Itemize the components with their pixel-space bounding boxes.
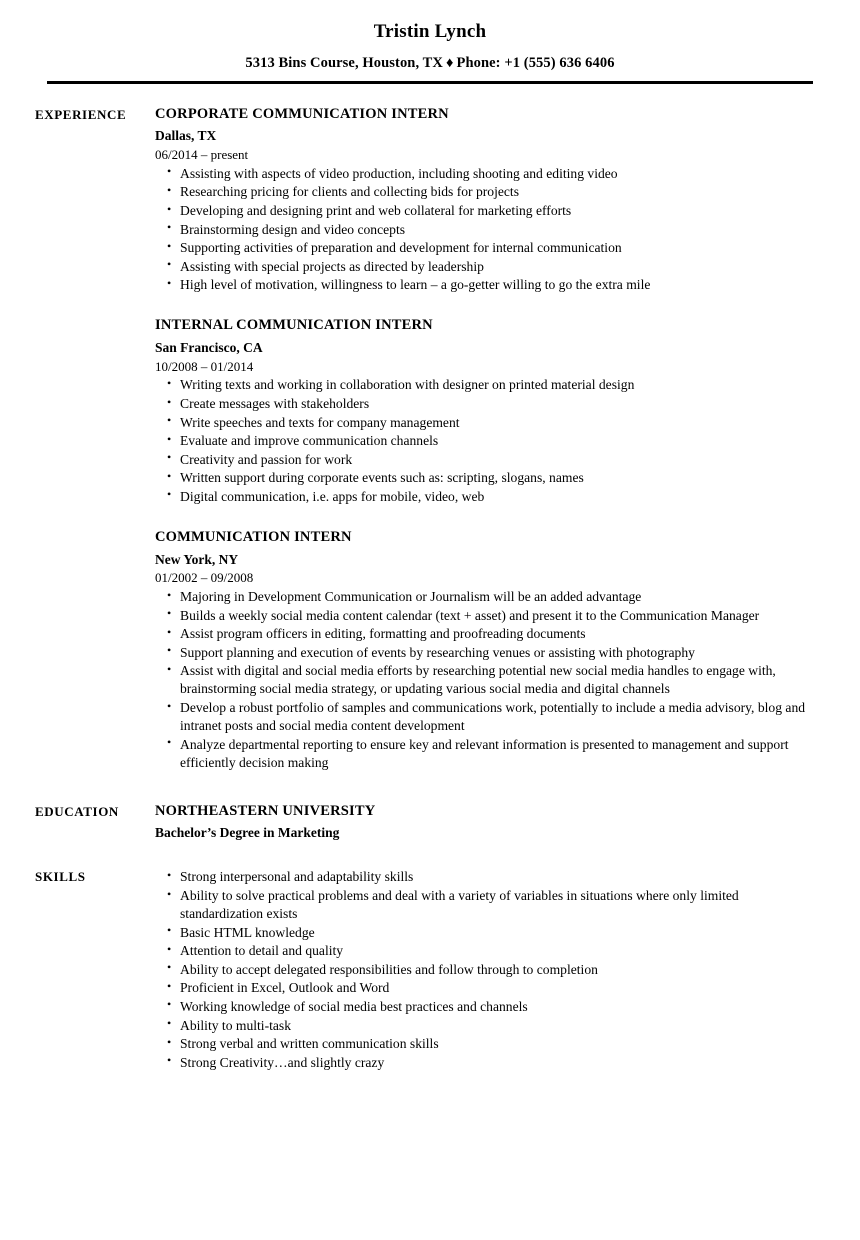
job-title: COMMUNICATION INTERN [155, 529, 352, 546]
experience-section [0, 105, 860, 772]
list-item: • Ability to multi-task [155, 1017, 810, 1035]
list-item: • Write speeches and texts for company management [155, 414, 810, 432]
section-label-skills: SKILLS [35, 869, 86, 885]
list-item: • Researching pricing for clients and collecting bids for projects [155, 183, 810, 201]
skills-list [155, 868, 810, 1071]
list-item: • Creativity and passion for work [155, 451, 810, 469]
contact-address: 5313 Bins Course, Houston, TX [245, 54, 444, 71]
list-item: • Digital communication, i.e. apps for mobile, video, web [155, 488, 810, 506]
job-responsibility-list [155, 588, 810, 772]
list-item: • Assist program officers in editing, formatting and proofreading documents [155, 625, 810, 643]
job-location: New York, NY [155, 551, 239, 567]
list-item: • Assisting with special projects as directed by leadership [155, 258, 810, 276]
job-entry [155, 105, 810, 295]
candidate-name: Tristin Lynch [373, 21, 487, 42]
job-location: Dallas, TX [155, 128, 217, 144]
education-section [0, 802, 860, 842]
list-item: • Strong Creativity…and slightly crazy [155, 1054, 810, 1072]
list-item: • Strong verbal and written communication skills [155, 1035, 810, 1053]
job-title: CORPORATE COMMUNICATION INTERN [155, 105, 449, 122]
header-divider [47, 81, 813, 84]
diamond-separator-icon: ♦ [446, 54, 454, 71]
job-location: San Francisco, CA [155, 340, 263, 356]
list-item: • Written support during corporate events such as: scripting, slogans, names [155, 469, 810, 487]
list-item: • Brainstorming design and video concepts [155, 221, 810, 239]
list-item: • Working knowledge of social media best practices and channels [155, 998, 810, 1016]
contact-line [0, 55, 860, 72]
list-item: • Support planning and execution of events by researching venues or assisting with photography [155, 644, 810, 662]
experience-body [155, 105, 810, 772]
job-entry [155, 316, 810, 506]
job-entry [155, 528, 810, 772]
list-item: • Analyze departmental reporting to ensure key and relevant information is presented to management and support efficiently decision making [155, 736, 810, 772]
list-item: • Ability to accept delegated responsibilities and follow through to completion [155, 961, 810, 979]
skills-body [155, 868, 810, 1072]
education-school: NORTHEASTERN UNIVERSITY [155, 803, 376, 820]
list-item: • High level of motivation, willingness to learn – a go-getter willing to go the extra mile [155, 276, 810, 294]
job-responsibility-list [155, 376, 810, 506]
list-item: • Strong interpersonal and adaptability skills [155, 868, 810, 886]
list-item: • Evaluate and improve communication channels [155, 432, 810, 450]
contact-phone: Phone: +1 (555) 636 6406 [456, 54, 615, 71]
list-item: • Developing and designing print and web collateral for marketing efforts [155, 202, 810, 220]
list-item: • Attention to detail and quality [155, 942, 810, 960]
education-body [155, 802, 810, 842]
list-item: • Proficient in Excel, Outlook and Word [155, 979, 810, 997]
list-item: • Develop a robust portfolio of samples and communications work, potentially to include a media advisory, blog and intranet posts and social media content development [155, 699, 810, 735]
job-title: INTERNAL COMMUNICATION INTERN [155, 317, 433, 334]
list-item: • Basic HTML knowledge [155, 924, 810, 942]
list-item: • Writing texts and working in collaboration with designer on printed material design [155, 376, 810, 394]
list-item: • Majoring in Development Communication or Journalism will be an added advantage [155, 588, 810, 606]
list-item: • Assisting with aspects of video production, including shooting and editing video [155, 165, 810, 183]
list-item: • Supporting activities of preparation and development for internal communication [155, 239, 810, 257]
skills-section [0, 868, 860, 1072]
list-item: • Assist with digital and social media efforts by researching potential new social media handles to engage with, brainstorming social media strategy, or updating various social media and digital channels [155, 662, 810, 698]
job-dates: 10/2008 – 01/2014 [155, 358, 254, 374]
list-item: • Builds a weekly social media content calendar (text + asset) and present it to the Communication Manager [155, 607, 810, 625]
education-degree: Bachelor’s Degree in Marketing [155, 824, 340, 840]
job-responsibility-list [155, 165, 810, 295]
list-item: • Ability to solve practical problems and deal with a variety of variables in situations where only limited standardization exists [155, 887, 810, 923]
resume-header [0, 0, 860, 84]
job-dates: 01/2002 – 09/2008 [155, 570, 254, 586]
section-label-education: EDUCATION [35, 804, 119, 820]
job-dates: 06/2014 – present [155, 147, 249, 163]
list-item: • Create messages with stakeholders [155, 395, 810, 413]
section-label-experience: EXPERIENCE [35, 106, 127, 122]
